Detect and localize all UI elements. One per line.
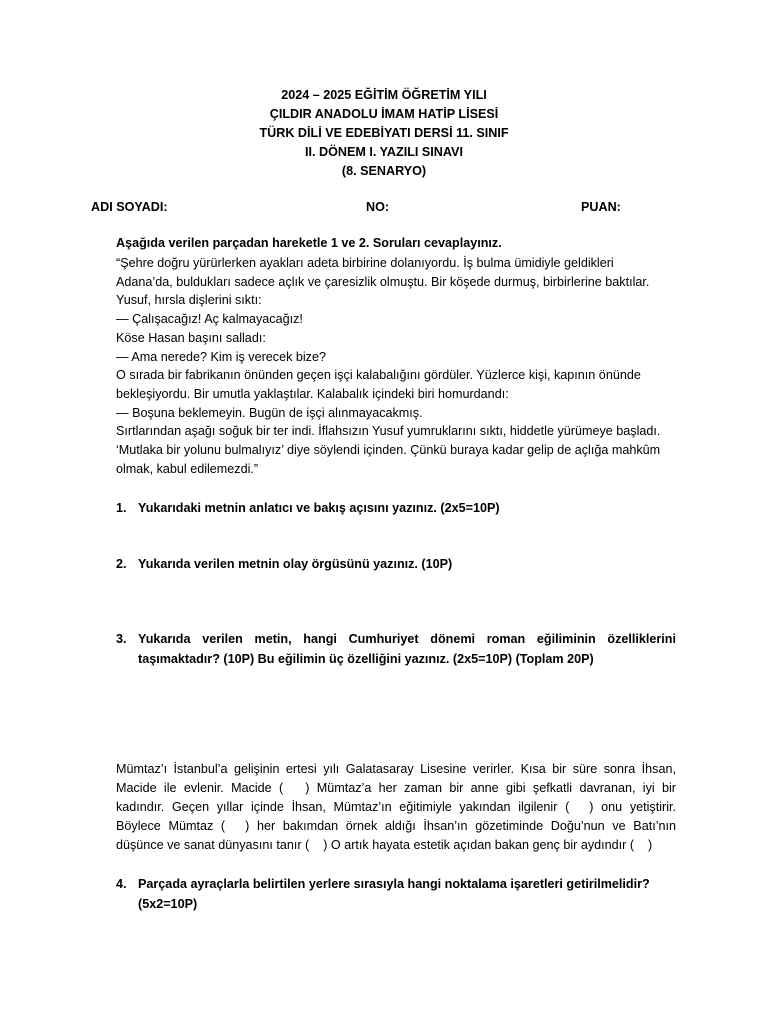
header-line-scenario: (8. SENARYO) (341, 164, 427, 178)
question-number: 2. (116, 557, 127, 571)
question-text: Parçada ayraçlarla belirtilen yerlere sırasıyla hangi noktalama işaretleri getirilmelidir? (5x2=10P) (138, 877, 650, 911)
passage-instruction: Aşağıda verilen parçadan hareketle 1 ve 2. Soruları cevaplayınız. (116, 236, 502, 250)
novel-passage (116, 760, 676, 855)
passage-segment: ) onu yetiştirir. (589, 800, 676, 814)
passage-line: “Şehre doğru yürürlerken ayakları adeta birbirine dolanıyordu. İş bulma ümidiyle geldikleri (116, 256, 614, 270)
passage-segment: ) (648, 838, 653, 852)
passage-segment: Böylece Mümtaz ( (116, 819, 226, 833)
header-line-exam: II. DÖNEM I. YAZILI SINAVI (305, 145, 463, 159)
passage-segment: Macide ile evlenir. Macide ( (116, 781, 284, 795)
score-label: PUAN: (581, 200, 621, 214)
question-number: 1. (116, 501, 127, 515)
passage-line (116, 798, 676, 817)
passage-line (116, 779, 676, 798)
exam-header (0, 86, 768, 181)
passage-segment: ) O artık hayata estetik açıdan bakan genç bir aydındır ( (323, 838, 635, 852)
question-text: Yukarıdaki metnin anlatıcı ve bakış açısını yazınız. (2x5=10P) (138, 501, 500, 515)
passage-line: Yusuf, hırsla dişlerini sıktı: (116, 293, 262, 308)
header-line-year: 2024 – 2025 EĞİTİM ÖĞRETİM YILI (281, 88, 487, 102)
passage-line (116, 817, 676, 836)
passage-line: Köse Hasan başını salladı: (116, 330, 266, 345)
passage-line: olmak, kabul edilemezdi.” (116, 461, 259, 476)
number-label: NO: (366, 200, 390, 214)
passage-line: Adana’da, buldukları sadece açlık ve çaresizlik olmuştu. Bir köşede durmuş, birbirlerine baktılar. (116, 274, 650, 289)
passage-line: ‘Mutlaka bir yolunu bulmalıyız’ diye söylendi içinden. Çünkü buraya kadar gelip de açlığa mahkûm (116, 443, 661, 458)
name-label: ADI SOYADI: (91, 200, 168, 214)
question-4 (116, 874, 676, 914)
passage-segment: düşünce ve sanat dünyasını tanır ( (116, 838, 310, 852)
passage-line: bekleşiyordu. Bir umutla yaklaştılar. Kalabalık içindeki biri homurdandı: (116, 386, 509, 401)
passage-line: Sırtlarından aşağı soğuk bir ter indi. İflahsızın Yusuf yumruklarını sıktı, hiddetle yürümeye başladı. (116, 424, 661, 439)
question-number: 4. (116, 877, 127, 891)
question-2 (116, 554, 676, 574)
question-3 (116, 629, 676, 669)
story-passage (116, 254, 676, 478)
passage-segment: kadındır. Geçen yıllar içinde İhsan, Mümtaz’ın eğitimiyle yakından ilgilenir ( (116, 800, 570, 814)
passage-line: Mümtaz’ı İstanbul’a gelişinin ertesi yılı Galatasaray Lisesine verirler. Kısa bir süre sonra İhsan, (116, 762, 676, 776)
question-text: Yukarıda verilen metnin olay örgüsünü yazınız. (10P) (138, 557, 453, 571)
passage-line: — Çalışacağız! Aç kalmayacağız! (116, 312, 303, 327)
passage-line: — Ama nerede? Kim iş verecek bize? (116, 349, 326, 364)
passage-segment: ) her bakımdan örnek aldığı İhsan’ın gözetiminde Doğu’nun ve Batı’nın (245, 819, 676, 833)
question-1 (116, 498, 676, 518)
header-line-school: ÇILDIR ANADOLU İMAM HATİP LİSESİ (269, 107, 499, 121)
passage-line: — Boşuna beklemeyin. Bugün de işçi alınmayacakmış. (116, 405, 423, 420)
passage-segment: ) Mümtaz’a her zaman bir anne gibi şefkatli davranan, iyi bir (305, 781, 676, 795)
question-text: Yukarıda verilen metin, hangi Cumhuriyet dönemi roman eğiliminin özelliklerini taşımaktadır? (10P) Bu eğilimin üç özelliğini yazınız. (2x5=10P) (Toplam 20P) (138, 632, 676, 666)
header-line-course: TÜRK DİLİ VE EDEBİYATI DERSİ 11. SINIF (259, 126, 509, 140)
passage-line: O sırada bir fabrikanın önünden geçen işçi kalabalığını gördüler. Yüzlerce kişi, kapının önünde (116, 368, 641, 383)
question-number: 3. (116, 632, 127, 646)
passage-line (116, 836, 676, 855)
